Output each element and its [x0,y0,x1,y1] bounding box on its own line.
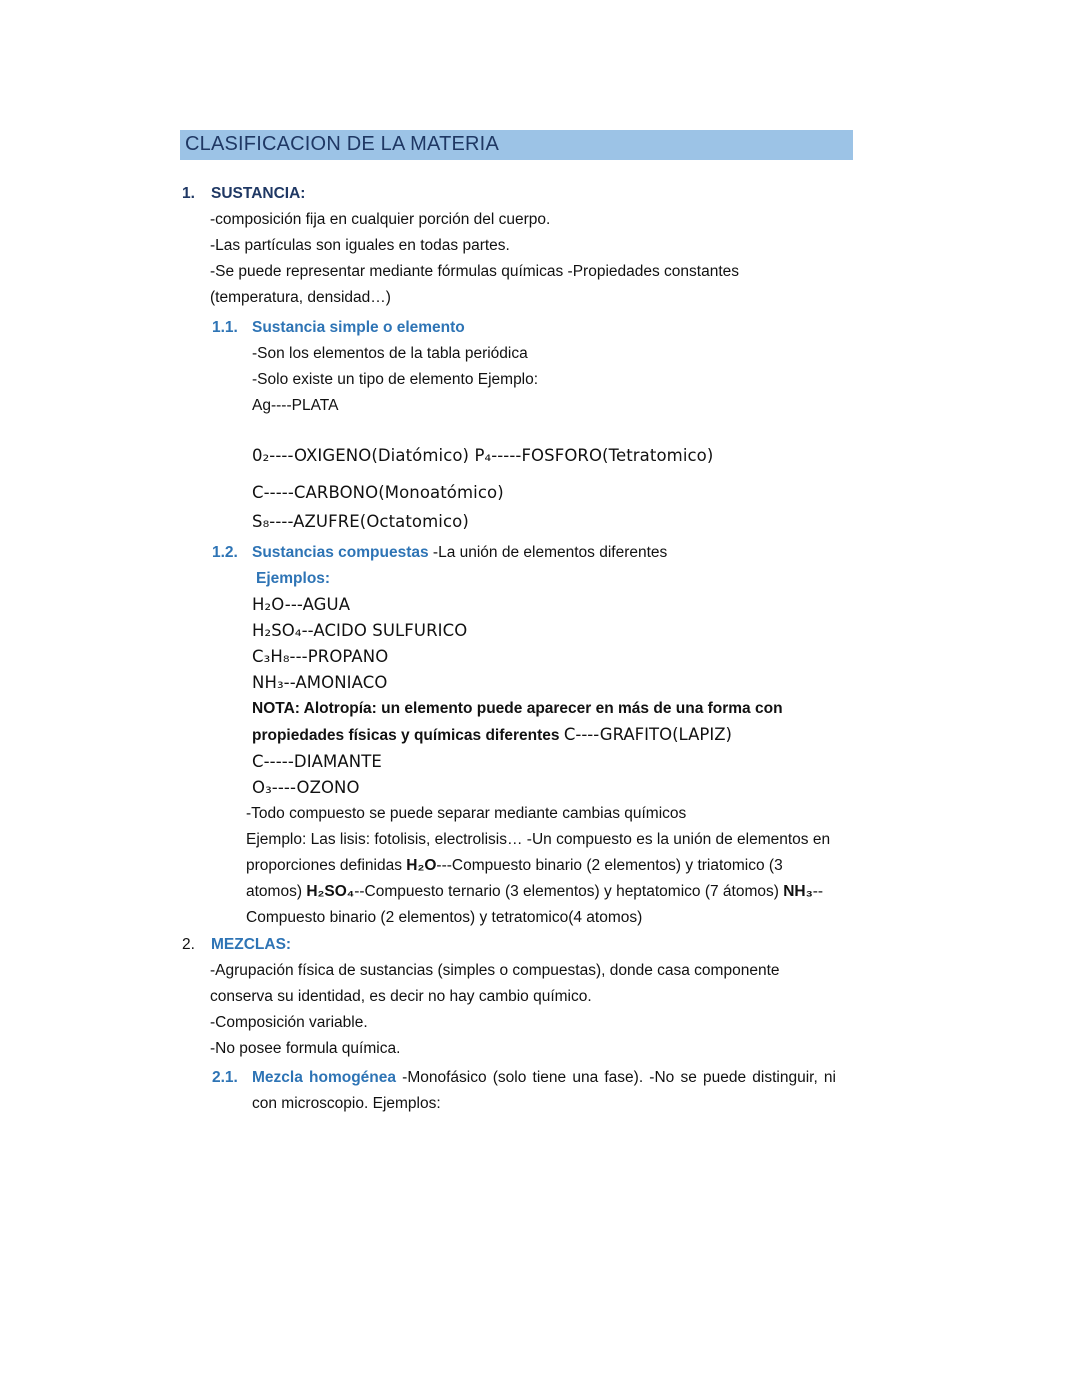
text-segment: -Se puede representar mediante fórmulas químicas -Propiedades constantes (temperatura, densidad…) [210,263,740,306]
text-segment: Ejemplos: [256,570,331,587]
paragraph [180,1010,836,1036]
text-segment: -Las partículas son iguales en todas partes. [210,237,510,254]
text-segment: -Monofásico (solo tiene una fase). -No se puede distinguir, ni con microscopio. Ejemplos: [252,1069,836,1112]
paragraph [180,1036,836,1062]
text-segment: NH₃ [783,883,813,900]
text-segment: NOTA: Alotropía: un elemento puede aparecer en más de una forma con propiedades físicas y químicas diferentes [252,700,783,744]
text-segment: Mezcla homogénea [252,1069,396,1086]
text-segment: --Compuesto binario (2 elementos) y tetratomico(4 atomos) [246,883,824,926]
text-segment: ---Compuesto binario (2 elementos) y triatomico (3 atomos) [246,857,783,900]
list-marker: 2.1. [212,1069,238,1086]
text-segment: SUSTANCIA: [211,185,306,202]
section-1-2-heading [180,540,836,566]
text-segment: -La unión de elementos diferentes [428,544,668,561]
formula-line [180,592,836,618]
paragraph [180,801,836,827]
text-segment: C-----DIAMANTE [252,752,382,771]
formula-line [180,443,836,469]
list-marker: 2. [182,936,195,953]
paragraph [180,341,836,367]
paragraph [180,827,836,931]
list-marker: 1.1. [212,319,238,336]
text-segment: -Agrupación física de sustancias (simples o compuestas), donde casa componente conserva su identidad, es decir no hay cambio químico. [210,962,780,1005]
text-segment: C----GRAFITO(LAPIZ) [563,725,732,744]
paragraph [180,207,836,233]
formula-line [180,618,836,644]
formula-line [180,509,836,535]
text-segment: 0₂----OXIGENO(Diatómico) P₄-----FOSFORO(Tetratomico) [252,446,714,465]
text-segment: -No posee formula química. [210,1040,401,1057]
list-marker: 1.2. [212,544,238,561]
formula-line [180,749,836,775]
nota-paragraph [180,696,836,749]
paragraph [180,233,836,259]
text-segment: Ag----PLATA [252,397,339,414]
formula-line [180,480,836,506]
paragraph [180,367,836,393]
text-segment: H₂O [406,857,437,874]
section-1-1-heading [180,315,836,341]
text-segment: --Compuesto ternario (3 elementos) y heptatomico (7 átomos) [354,883,784,900]
section-1-heading [180,181,836,207]
text-segment: S₈----AZUFRE(Octatomico) [252,512,469,531]
text-segment: NH₃--AMONIACO [252,673,388,692]
text-segment: H₂O---AGUA [252,595,351,614]
text-segment: Sustancias compuestas [252,544,429,561]
text-segment: H₂SO₄ [306,883,355,900]
formula-line [180,775,836,801]
text-segment: -composición fija en cualquier porción del cuerpo. [210,211,551,228]
document-title: CLASIFICACION DE LA MATERIA [185,133,499,155]
text-segment: -Todo compuesto se puede separar mediante cambias químicos [246,805,687,822]
text-segment: Sustancia simple o elemento [252,319,465,336]
document-title-bar [180,130,853,160]
text-segment: H₂SO₄--ACIDO SULFURICO [252,621,468,640]
document-body [180,160,836,1117]
text-segment: O₃----OZONO [252,778,360,797]
text-segment: -Composición variable. [210,1014,368,1031]
section-2-heading [180,932,836,958]
text-segment: -Solo existe un tipo de elemento Ejemplo: [252,371,539,388]
examples-label [180,566,836,592]
list-marker: 1. [182,185,195,202]
text-segment: MEZCLAS: [211,936,292,953]
paragraph [180,259,836,311]
spacer [180,419,836,443]
text-segment: C₃H₈---PROPANO [252,647,389,666]
text-segment: C-----CARBONO(Monoatómico) [252,483,504,502]
paragraph [180,393,836,419]
formula-line [180,644,836,670]
formula-line [180,670,836,696]
text-segment: -Son los elementos de la tabla periódica [252,345,528,362]
paragraph [180,958,836,1010]
text-segment: Ejemplo: Las lisis: fotolisis, electrolisis… -Un compuesto es la unión de elementos en proporciones definidas [246,831,831,874]
section-2-1-heading [180,1065,836,1117]
